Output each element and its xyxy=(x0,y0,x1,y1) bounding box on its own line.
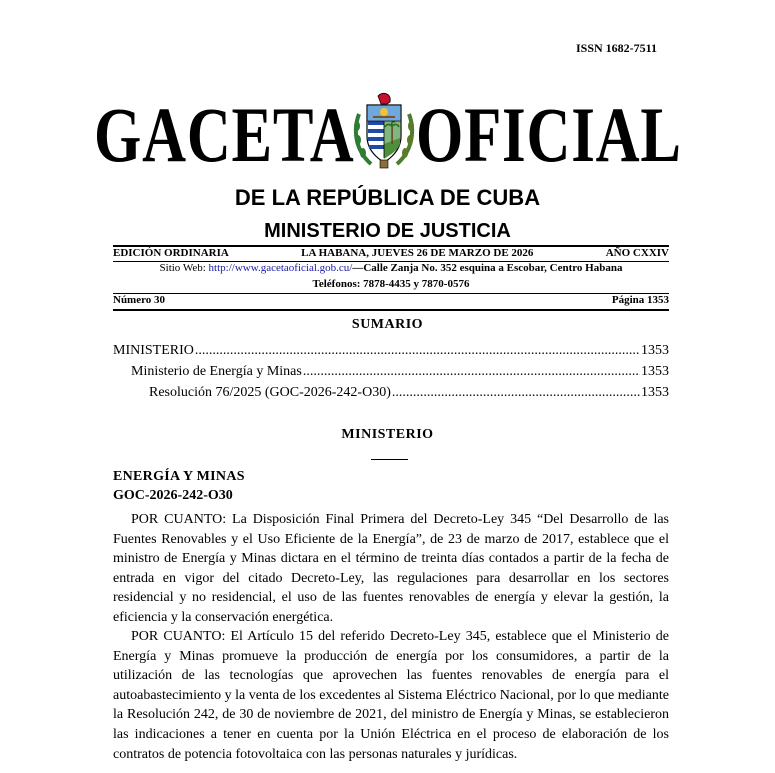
page-number: Página 1353 xyxy=(611,294,669,306)
issn-label: ISSN 1682-7511 xyxy=(575,41,657,55)
toc-entry-label: Resolución 76/2025 (GOC-2026-242-O30) xyxy=(149,385,391,400)
issue-number-row xyxy=(113,294,669,306)
section-divider xyxy=(371,459,408,460)
website-row xyxy=(113,262,669,274)
masthead xyxy=(94,90,684,180)
toc-leader xyxy=(392,385,640,401)
publication-subtitle: DE LA REPÚBLICA DE CUBA xyxy=(234,185,541,210)
toc-entry-page: 1353 xyxy=(641,343,669,358)
phones-row: Teléfonos: 7878-4435 y 7870-0576 xyxy=(312,278,470,290)
year-label: AÑO CXXIV xyxy=(605,247,669,259)
edition-row xyxy=(113,247,669,259)
issue-number: Número 30 xyxy=(113,294,166,306)
toc-entry-label: MINISTERIO xyxy=(113,343,194,358)
coat-of-arms-icon xyxy=(349,92,419,172)
section-title: MINISTERIO xyxy=(341,427,434,442)
toc-entry-page: 1353 xyxy=(641,364,669,379)
sumario-title: SUMARIO xyxy=(351,317,424,332)
toc-leader xyxy=(303,364,640,380)
address-text: —Calle Zanja No. 352 esquina a Escobar, Centro Habana xyxy=(352,262,623,274)
toc-leader xyxy=(195,343,640,359)
place-date: LA HABANA, JUEVES 26 DE MARZO DE 2026 xyxy=(301,247,534,259)
document-code: GOC-2026-242-O30 xyxy=(113,488,233,503)
ministry-heading: ENERGÍA Y MINAS xyxy=(113,469,245,484)
masthead-title-left: GACETA xyxy=(94,91,355,178)
header-rule-bottom xyxy=(113,309,669,311)
toc-entry-page: 1353 xyxy=(641,385,669,400)
toc-entry[interactable] xyxy=(113,343,669,359)
website-link[interactable]: http://www.gacetaoficial.gob.cu/ xyxy=(208,262,353,274)
body-paragraph: POR CUANTO: El Artículo 15 del referido Decreto-Ley 345, establece que el Ministerio de Energía y Minas promueve la producción de energía por los consumidores, a partir de la utilización de las tecnologías que aprovechen las fuentes renovables de energía para el autoabastecimiento y la venta de los excedentes al Sistema Eléctrico Nacional, por lo que mediante la Resolución 242, de 30 de noviembre de 2021, del ministro de Energía y Minas, se establecieron las indicaciones a tener en cuenta por la Unión Eléctrica en el proceso de elaboración de los contratos de potencia fotovoltaica con las personas naturales y jurídicas. xyxy=(113,629,669,762)
toc-entry[interactable] xyxy=(113,364,669,380)
publisher-ministry: MINISTERIO DE JUSTICIA xyxy=(264,220,511,242)
toc-entry-label: Ministerio de Energía y Minas xyxy=(131,364,302,379)
toc-entry[interactable] xyxy=(113,385,669,401)
body-paragraph: POR CUANTO: La Disposición Final Primera del Decreto-Ley 345 “Del Desarrollo de las Fuentes Renovables y el Uso Eficiente de la Energía”, de 23 de marzo de 2017, establece que el ministro de Energía y Minas dictara en el término de treinta días contados a partir de la fecha de entrada en vigor del citado Decreto-Ley, las regulaciones para desarrollar en los sectores residencial y no residencial, el uso de las fuentes renovables de energía y elevar la gestión, la eficiencia y la conservación energética. xyxy=(113,512,669,625)
masthead-title-right: OFICIAL xyxy=(416,91,682,178)
edition-label: EDICIÓN ORDINARIA xyxy=(113,247,229,259)
website-label: Sitio Web: xyxy=(159,262,206,274)
